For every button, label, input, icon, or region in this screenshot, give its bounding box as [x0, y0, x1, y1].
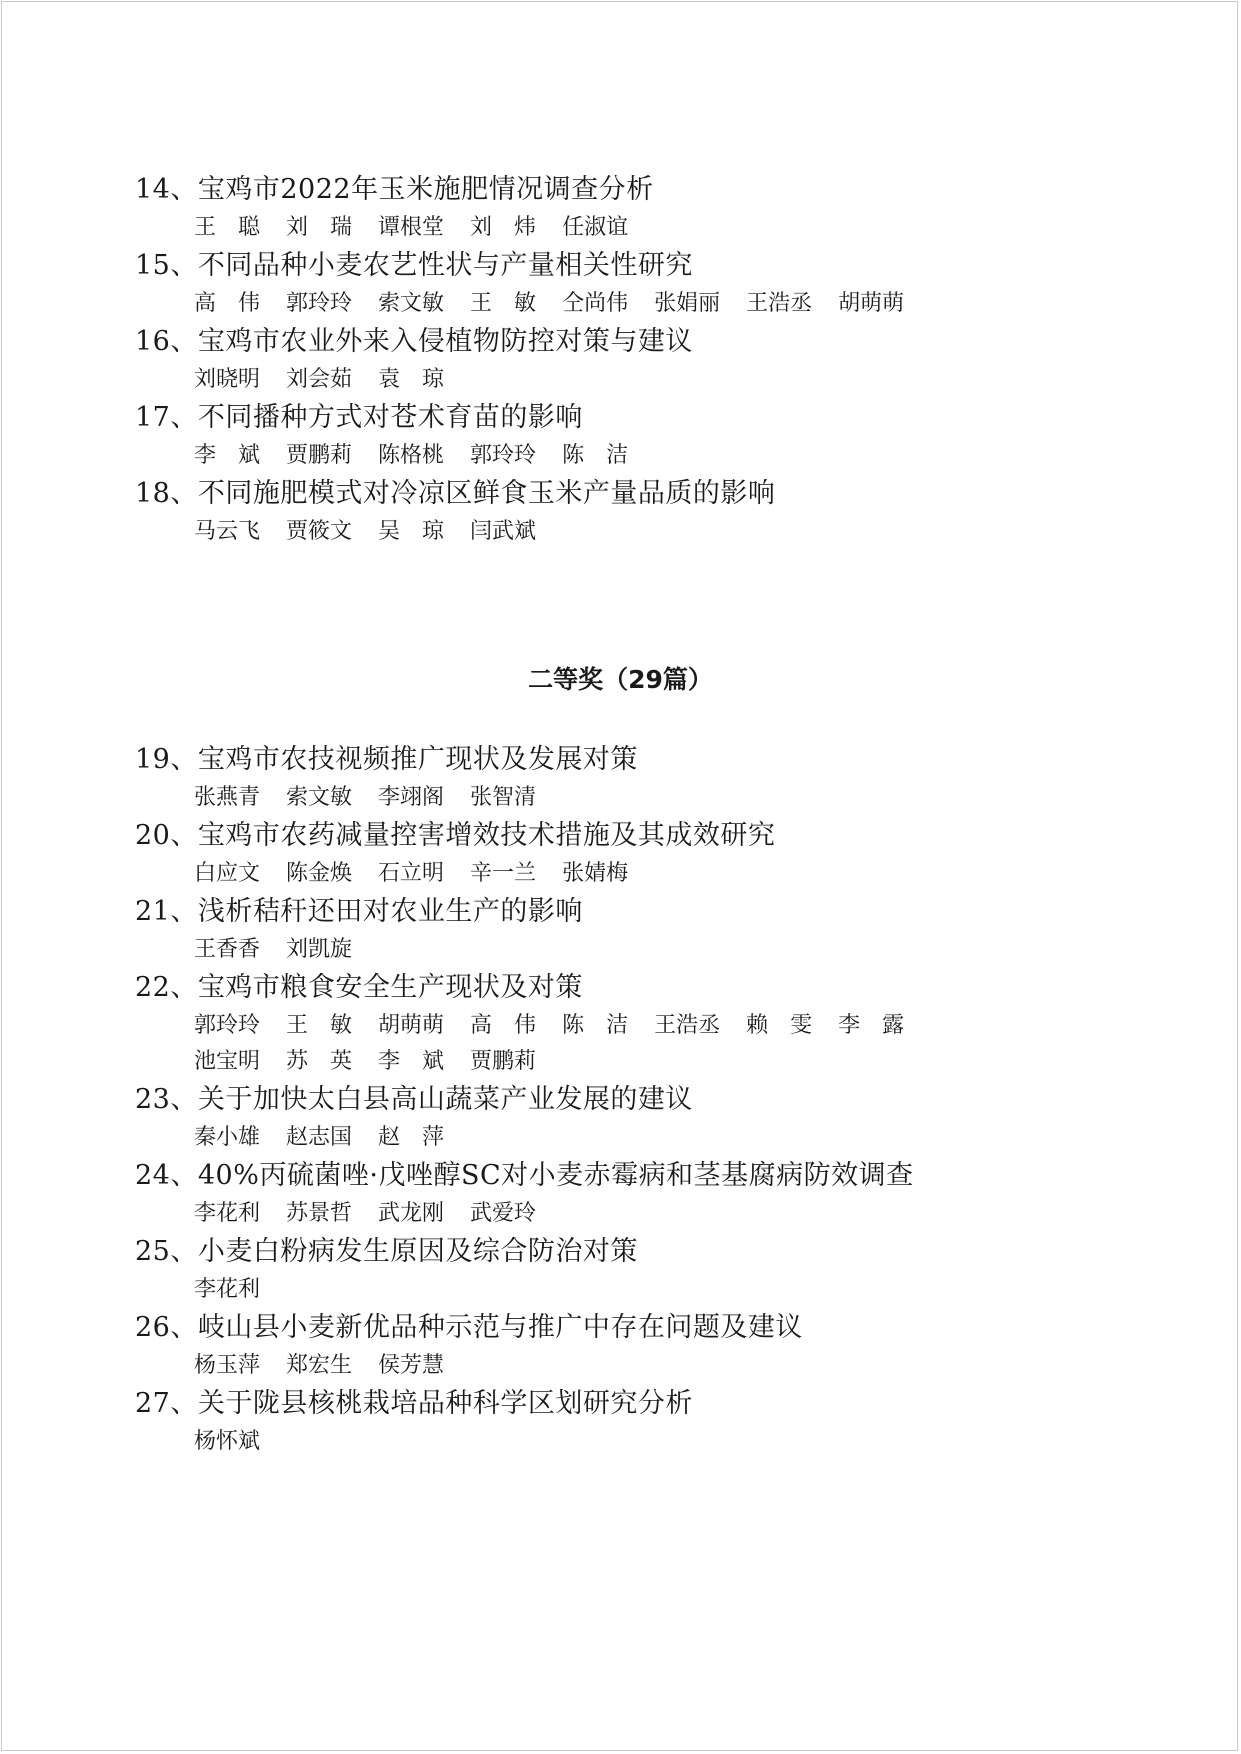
paper-title: [0, 170, 1241, 210]
author-name: 贾鹏莉: [470, 1049, 537, 1074]
author-name: 闫武斌: [470, 519, 537, 544]
author-name: 苏景哲: [286, 1201, 353, 1226]
paper-entry: [0, 474, 1241, 550]
author-name: 高 伟: [194, 291, 261, 316]
author-name: 郭玲玲: [286, 291, 353, 316]
paper-number: 18、: [135, 478, 198, 509]
paper-title-text: 宝鸡市2022年玉米施肥情况调查分析: [197, 174, 654, 205]
author-name: 李花利: [194, 1201, 261, 1226]
author-name: 武爱玲: [470, 1201, 537, 1226]
paper-title: [0, 1080, 1241, 1120]
author-name: 赖 雯: [746, 1013, 813, 1038]
author-name: 吴 琼: [378, 519, 445, 544]
author-line: [0, 1424, 1241, 1460]
paper-entry: [0, 1384, 1241, 1460]
author-name: 胡萌萌: [838, 291, 905, 316]
author-name: 胡萌萌: [378, 1013, 445, 1038]
paper-title-text: 不同施肥模式对冷凉区鲜食玉米产量品质的影响: [197, 478, 776, 509]
paper-entry: [0, 892, 1241, 968]
author-name: 王 聪: [194, 215, 261, 240]
paper-title-text: 40%丙硫菌唑·戊唑醇SC对小麦赤霉病和茎基腐病防效调查: [197, 1160, 914, 1191]
paper-title: [0, 892, 1241, 932]
author-name: 刘会茹: [286, 367, 353, 392]
author-name: 高 伟: [470, 1013, 537, 1038]
author-name: 陈金焕: [286, 861, 353, 886]
author-name: 池宝明: [194, 1049, 261, 1074]
paper-title: [0, 246, 1241, 286]
paper-entry: [0, 170, 1241, 246]
paper-number: 25、: [135, 1236, 198, 1267]
paper-number: 16、: [135, 326, 198, 357]
author-name: 武龙刚: [378, 1201, 445, 1226]
author-name: 刘 瑞: [286, 215, 353, 240]
author-line: [0, 210, 1241, 246]
paper-title: [0, 968, 1241, 1008]
author-name: 李 斌: [194, 443, 261, 468]
author-name: 刘凯旋: [286, 937, 353, 962]
author-name: 侯芳慧: [378, 1353, 445, 1378]
paper-entry: [0, 968, 1241, 1080]
author-name: 李翊阁: [378, 785, 445, 810]
paper-number: 20、: [135, 820, 198, 851]
author-name: 王 敏: [286, 1013, 353, 1038]
author-line: [0, 780, 1241, 816]
author-name: 仝尚伟: [562, 291, 629, 316]
author-name: 谭根堂: [378, 215, 445, 240]
author-name: 王浩丞: [746, 291, 813, 316]
second-prize-heading: 二等奖（29篇）: [528, 665, 713, 694]
author-name: 任淑谊: [562, 215, 629, 240]
paper-title: [0, 1232, 1241, 1272]
paper-number: 15、: [135, 250, 198, 281]
author-line: [0, 1196, 1241, 1232]
paper-entry: [0, 1232, 1241, 1308]
paper-title: [0, 1156, 1241, 1196]
author-name: 贾筱文: [286, 519, 353, 544]
paper-number: 19、: [135, 744, 198, 775]
paper-entry: [0, 246, 1241, 322]
paper-entry: [0, 816, 1241, 892]
first-prize-list: [0, 170, 1241, 550]
author-name: 张娟丽: [654, 291, 721, 316]
author-line: [0, 1120, 1241, 1156]
paper-title-text: 浅析秸秆还田对农业生产的影响: [197, 896, 583, 927]
author-line: [0, 1272, 1241, 1308]
paper-title: [0, 1384, 1241, 1424]
author-name: 王 敏: [470, 291, 537, 316]
author-line: [0, 1348, 1241, 1384]
author-name: 李 斌: [378, 1049, 445, 1074]
author-line: [0, 932, 1241, 968]
author-name: 刘晓明: [194, 367, 261, 392]
author-name: 王香香: [194, 937, 261, 962]
paper-title-text: 宝鸡市粮食安全生产现状及对策: [197, 972, 583, 1003]
author-name: 陈 洁: [562, 1013, 629, 1038]
author-name: 袁 琼: [378, 367, 445, 392]
paper-title-text: 关于陇县核桃栽培品种科学区划研究分析: [197, 1388, 693, 1419]
author-name: 秦小雄: [194, 1125, 261, 1150]
author-name: 索文敏: [378, 291, 445, 316]
paper-entry: [0, 322, 1241, 398]
author-name: 贾鹏莉: [286, 443, 353, 468]
author-name: 刘 炜: [470, 215, 537, 240]
author-name: 张燕青: [194, 785, 261, 810]
author-line: [0, 856, 1241, 892]
paper-number: 17、: [135, 402, 198, 433]
paper-title-text: 宝鸡市农业外来入侵植物防控对策与建议: [197, 326, 693, 357]
author-name: 王浩丞: [654, 1013, 721, 1038]
paper-number: 14、: [135, 174, 198, 205]
author-name: 陈格桃: [378, 443, 445, 468]
paper-entry: [0, 1156, 1241, 1232]
paper-title: [0, 816, 1241, 856]
paper-entry: [0, 740, 1241, 816]
paper-title: [0, 322, 1241, 362]
author-name: 郭玲玲: [194, 1013, 261, 1038]
paper-number: 26、: [135, 1312, 198, 1343]
paper-title: [0, 740, 1241, 780]
paper-number: 27、: [135, 1388, 198, 1419]
author-line: [0, 286, 1241, 322]
author-name: 苏 英: [286, 1049, 353, 1074]
paper-title-text: 岐山县小麦新优品种示范与推广中存在问题及建议: [197, 1312, 803, 1343]
author-name: 张婧梅: [562, 861, 629, 886]
author-name: 石立明: [378, 861, 445, 886]
author-name: 赵志国: [286, 1125, 353, 1150]
paper-number: 23、: [135, 1084, 198, 1115]
second-prize-list: [0, 740, 1241, 1460]
author-name: 陈 洁: [562, 443, 629, 468]
paper-entry: [0, 398, 1241, 474]
paper-title-text: 宝鸡市农药减量控害增效技术措施及其成效研究: [197, 820, 776, 851]
author-name: 辛一兰: [470, 861, 537, 886]
author-name: 郭玲玲: [470, 443, 537, 468]
paper-number: 22、: [135, 972, 198, 1003]
paper-title-text: 小麦白粉病发生原因及综合防治对策: [197, 1236, 638, 1267]
paper-title-text: 关于加快太白县高山蔬菜产业发展的建议: [197, 1084, 693, 1115]
paper-title-text: 宝鸡市农技视频推广现状及发展对策: [197, 744, 638, 775]
author-name: 索文敏: [286, 785, 353, 810]
author-name: 李 露: [838, 1013, 905, 1038]
paper-title: [0, 1308, 1241, 1348]
author-name: 张智清: [470, 785, 537, 810]
paper-title-text: 不同播种方式对苍术育苗的影响: [197, 402, 583, 433]
author-name: 郑宏生: [286, 1353, 353, 1378]
author-name: 李花利: [194, 1277, 261, 1302]
author-line: [0, 1044, 1241, 1080]
author-name: 赵 萍: [378, 1125, 445, 1150]
author-line: [0, 438, 1241, 474]
paper-title: [0, 474, 1241, 514]
author-line: [0, 362, 1241, 398]
paper-title-text: 不同品种小麦农艺性状与产量相关性研究: [197, 250, 693, 281]
paper-number: 21、: [135, 896, 198, 927]
paper-number: 24、: [135, 1160, 198, 1191]
paper-title: [0, 398, 1241, 438]
author-name: 马云飞: [194, 519, 261, 544]
paper-entry: [0, 1308, 1241, 1384]
author-name: 白应文: [194, 861, 261, 886]
author-name: 杨玉萍: [194, 1353, 261, 1378]
author-line: [0, 1008, 1241, 1044]
paper-entry: [0, 1080, 1241, 1156]
author-line: [0, 514, 1241, 550]
author-name: 杨怀斌: [194, 1429, 261, 1454]
